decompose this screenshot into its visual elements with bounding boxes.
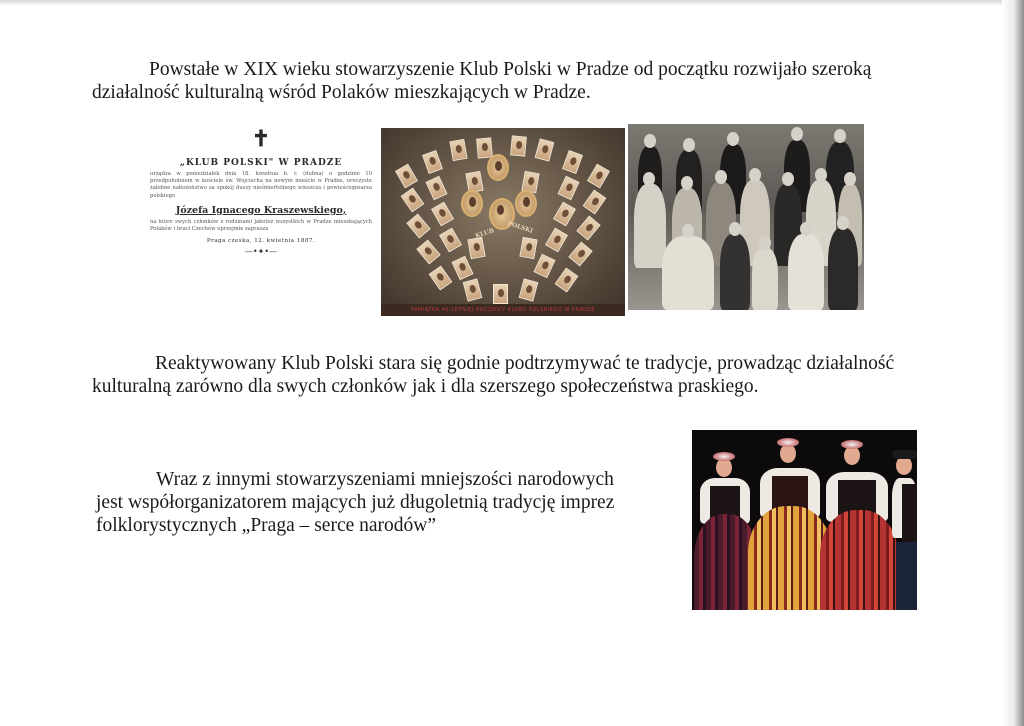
tableau-sign-left: KLUB: [474, 227, 496, 240]
person-head: [749, 168, 761, 182]
person: [662, 236, 714, 310]
dancer-skirt: [820, 510, 898, 610]
reactivation-line-2: kulturalną zarówno dla swych członków jak i dla szerszego społeczeństwa praskiego.: [92, 376, 759, 397]
reactivation-line-1: Reaktywowany Klub Polski stara się godnie podtrzymywać te tradycje, prowadząc działalność: [155, 353, 895, 374]
portrait-card: [553, 202, 576, 227]
portrait-oval: [461, 190, 483, 217]
person-head: [844, 172, 856, 186]
portrait-card: [583, 190, 607, 215]
scan-right-edge: [1002, 0, 1024, 726]
portrait-card: [463, 278, 483, 301]
portrait-card: [545, 228, 568, 253]
person-head: [834, 129, 846, 143]
portrait-card: [395, 164, 418, 189]
person: [828, 228, 858, 310]
festival-line-1: Wraz z innymi stowarzyszeniami mniejszości narodowych: [156, 469, 614, 490]
person-head: [800, 222, 812, 236]
dancer-trousers: [896, 542, 917, 610]
portrait-card: [557, 176, 579, 200]
portrait-card: [431, 202, 454, 227]
portrait-card: [476, 137, 493, 158]
portrait-card: [425, 176, 447, 200]
notice-name: Józefa Ignacego Kraszewskiego,: [175, 204, 347, 216]
person-head: [643, 172, 655, 186]
portrait-card: [519, 237, 537, 259]
portrait-card: [406, 214, 430, 239]
obituary-notice: [150, 128, 372, 298]
portrait-oval: [487, 154, 509, 181]
portrait-card: [535, 138, 555, 161]
tableau-sign-right: POLSKI: [506, 220, 534, 235]
portrait-card: [533, 254, 555, 278]
scan-top-edge: [0, 0, 1024, 6]
memorial-tableau-photo: [381, 128, 625, 316]
portrait-card: [519, 278, 539, 301]
portrait-card: [555, 268, 579, 293]
person-head: [682, 224, 694, 238]
person-head: [715, 170, 727, 184]
notice-text-1: urządza w poniedziałek dnia 18. kwietnia b. r. (dubna) o godzinie 10 przedpołudniem w kościele św. Wojciecha na nowym mieście w Pradze, uroczyste żałobne nabożeństwo za spokój duszy nieśmiertelnego wieszcza i powieściopisarza polskiego: [150, 171, 372, 199]
portrait-card: [568, 242, 592, 267]
flower-wreath-icon: [777, 438, 799, 447]
folk-dancers-photo: [692, 430, 917, 610]
person-head: [782, 172, 794, 186]
portrait-card: [510, 135, 527, 156]
portrait-card: [576, 216, 600, 241]
hat-icon: [892, 450, 917, 459]
portrait-card: [422, 150, 443, 174]
person: [788, 234, 824, 310]
portrait-card: [562, 150, 583, 174]
person-head: [815, 168, 827, 182]
person: [720, 234, 750, 310]
portrait-card: [429, 266, 453, 291]
flower-wreath-icon: [841, 440, 863, 449]
person: [752, 248, 778, 310]
portrait-oval: [515, 190, 537, 217]
reactivation-paragraph: [92, 352, 942, 398]
flower-wreath-icon: [713, 452, 735, 461]
person-head: [759, 236, 771, 250]
tableau-ribbon: PAMIĄTKA 40-LETNIEJ ROCZNICY KLUBU POLSKIEGO W PRADZE: [381, 304, 625, 316]
intro-paragraph: [92, 58, 942, 104]
intro-line-2: działalność kulturalną wśród Polaków mieszkających w Pradze.: [92, 82, 591, 103]
cross-icon: ✝: [251, 128, 271, 152]
portrait-card: [449, 139, 467, 161]
notice-text-2: na które swych członków z rodzinami jakoteż wszystkich w Pradze mieszkających Polaków i braci Czechów uprzejmie zaprasza: [150, 218, 372, 233]
person-head: [729, 222, 741, 236]
portrait-card: [451, 256, 473, 280]
dancer-vest: [902, 484, 917, 544]
portrait-card: [587, 164, 610, 189]
portrait-card: [401, 188, 425, 213]
notice-heading: „KLUB POLSKI" W PRADZE: [179, 158, 343, 168]
person-head: [727, 132, 739, 146]
intro-line-1: Powstałe w XIX wieku stowarzyszenie Klub Polski w Pradze od początku rozwijało szeroką: [149, 59, 872, 80]
portrait-card: [439, 228, 462, 253]
portrait-card: [467, 237, 485, 259]
portrait-card: [416, 240, 440, 265]
person-head: [791, 127, 803, 141]
notice-place-date: Praga czeska, 12. kwietnia 1887.: [206, 238, 316, 245]
person: [634, 184, 666, 268]
portrait-card: [493, 284, 508, 304]
person-head: [644, 134, 656, 148]
festival-line-3: folklorystycznych „Praga – serce narodów”: [96, 515, 437, 536]
group-photo: [628, 124, 864, 310]
person-head: [681, 176, 693, 190]
person-head: [683, 138, 695, 152]
festival-line-2: jest współorganizatorem mających już długoletnią tradycję imprez: [96, 492, 615, 513]
person-head: [837, 216, 849, 230]
ornament-icon: —•✦•—: [244, 247, 278, 257]
festival-paragraph: [96, 468, 678, 537]
